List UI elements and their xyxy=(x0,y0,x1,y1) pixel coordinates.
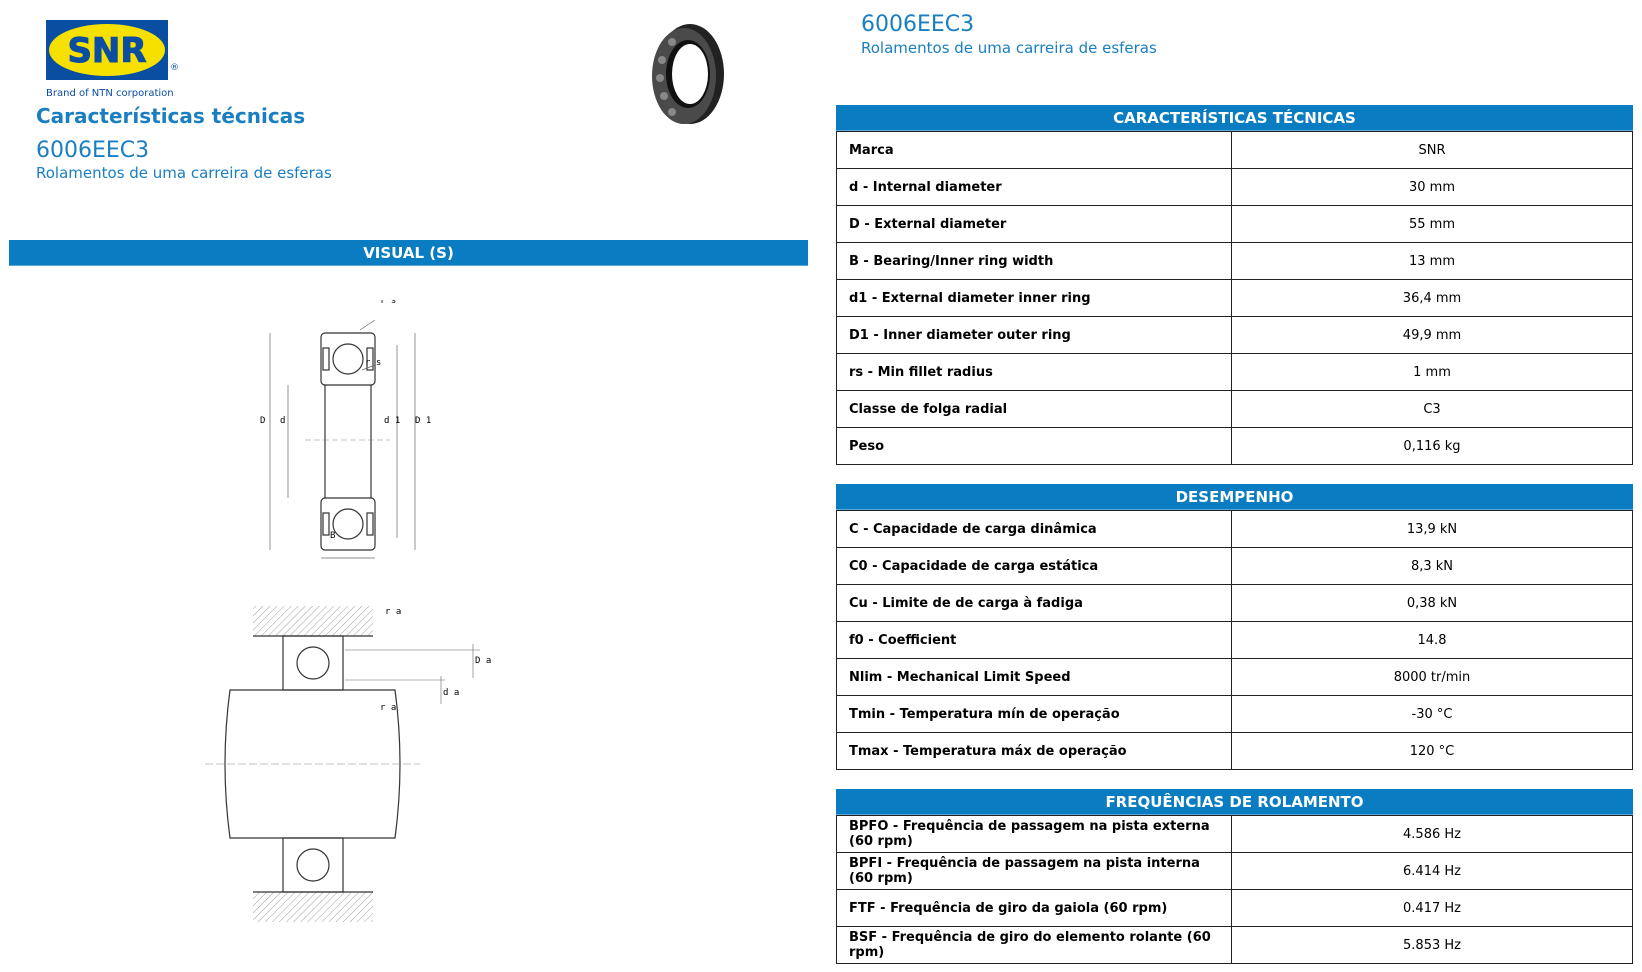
row-value: 6.414 Hz xyxy=(1232,853,1633,890)
product-code: 6006EEC3 xyxy=(36,138,150,163)
table-row xyxy=(837,354,1633,391)
table-row xyxy=(837,169,1633,206)
bearing-product-image xyxy=(640,20,732,128)
table-row xyxy=(837,548,1633,585)
table-row xyxy=(837,853,1633,890)
perf-section xyxy=(836,484,1633,770)
row-value: 1 mm xyxy=(1232,354,1633,391)
table-row xyxy=(837,317,1633,354)
row-label: f0 - Coefficient xyxy=(837,622,1232,659)
table-row xyxy=(837,659,1633,696)
table-row xyxy=(837,733,1633,770)
table-row xyxy=(837,280,1633,317)
row-label: BSF - Frequência de giro do elemento rolante (60 rpm) xyxy=(837,927,1232,964)
table-row xyxy=(837,622,1633,659)
table-row xyxy=(837,391,1633,428)
label-d: d xyxy=(280,416,286,426)
row-value: 55 mm xyxy=(1232,206,1633,243)
row-label: FTF - Frequência de giro da gaiola (60 rpm) xyxy=(837,890,1232,927)
table-row xyxy=(837,243,1633,280)
right-product-code: 6006EEC3 xyxy=(861,12,975,37)
row-value: 120 °C xyxy=(1232,733,1633,770)
label-rs-top: r s xyxy=(380,300,397,306)
logo-tagline: Brand of NTN corporation xyxy=(46,88,174,99)
row-label: d - Internal diameter xyxy=(837,169,1232,206)
freq-section xyxy=(836,789,1633,964)
row-value: 14.8 xyxy=(1232,622,1633,659)
page-title: Características técnicas xyxy=(36,104,306,128)
table-row xyxy=(837,206,1633,243)
row-value: 49,9 mm xyxy=(1232,317,1633,354)
visual-section-header: VISUAL (S) xyxy=(9,240,808,266)
perf-section-header: DESEMPENHO xyxy=(836,484,1633,510)
row-value: 8000 tr/min xyxy=(1232,659,1633,696)
row-label: Nlim - Mechanical Limit Speed xyxy=(837,659,1232,696)
label-ra-mid: r a xyxy=(380,703,397,713)
label-B: B xyxy=(330,531,336,541)
row-label: B - Bearing/Inner ring width xyxy=(837,243,1232,280)
tech-section-header: CARACTERÍSTICAS TÉCNICAS xyxy=(836,105,1633,131)
row-value: C3 xyxy=(1232,391,1633,428)
row-label: Tmin - Temperatura mín de operação xyxy=(837,696,1232,733)
tech-section xyxy=(836,105,1633,465)
row-value: 0.417 Hz xyxy=(1232,890,1633,927)
row-value: -30 °C xyxy=(1232,696,1633,733)
perf-table xyxy=(836,510,1633,770)
product-subtitle: Rolamentos de uma carreira de esferas xyxy=(36,164,332,182)
row-label: rs - Min fillet radius xyxy=(837,354,1232,391)
table-row xyxy=(837,428,1633,465)
row-value: 30 mm xyxy=(1232,169,1633,206)
row-value: 4.586 Hz xyxy=(1232,816,1633,853)
tech-table xyxy=(836,131,1633,465)
snr-logo-graphic xyxy=(46,20,191,104)
svg-text:®: ® xyxy=(170,63,179,73)
bearing-dimension-drawing xyxy=(260,300,460,580)
row-value: 36,4 mm xyxy=(1232,280,1633,317)
row-label: BPFI - Frequência de passagem na pista interna (60 rpm) xyxy=(837,853,1232,890)
row-value: 0,116 kg xyxy=(1232,428,1633,465)
label-ra-top: r a xyxy=(385,607,402,617)
label-rs-mid: r s xyxy=(365,358,382,368)
row-label: BPFO - Frequência de passagem na pista externa (60 rpm) xyxy=(837,816,1232,853)
right-product-subtitle: Rolamentos de uma carreira de esferas xyxy=(861,39,1157,57)
row-label: D - External diameter xyxy=(837,206,1232,243)
freq-table xyxy=(836,815,1633,964)
label-da: d a xyxy=(443,688,460,698)
row-label: C - Capacidade de carga dinâmica xyxy=(837,511,1232,548)
table-row xyxy=(837,816,1633,853)
label-D: D xyxy=(260,416,266,426)
table-row xyxy=(837,696,1633,733)
row-label: Marca xyxy=(837,132,1232,169)
table-row xyxy=(837,132,1633,169)
logo-brand-text: SNR xyxy=(67,31,147,71)
snr-logo xyxy=(46,20,191,104)
row-label: Peso xyxy=(837,428,1232,465)
row-label: D1 - Inner diameter outer ring xyxy=(837,317,1232,354)
row-label: C0 - Capacidade de carga estática xyxy=(837,548,1232,585)
label-D1: D 1 xyxy=(415,416,432,426)
row-label: Cu - Limite de de carga à fadiga xyxy=(837,585,1232,622)
table-row xyxy=(837,585,1633,622)
row-value: 8,3 kN xyxy=(1232,548,1633,585)
label-d1: d 1 xyxy=(384,416,401,426)
label-Da: D a xyxy=(475,656,492,666)
row-value: 13,9 kN xyxy=(1232,511,1633,548)
bearing-mounting-drawing xyxy=(205,600,525,930)
row-value: 0,38 kN xyxy=(1232,585,1633,622)
freq-section-header: FREQUÊNCIAS DE ROLAMENTO xyxy=(836,789,1633,815)
row-label: d1 - External diameter inner ring xyxy=(837,280,1232,317)
row-value: SNR xyxy=(1232,132,1633,169)
table-row xyxy=(837,927,1633,964)
row-label: Classe de folga radial xyxy=(837,391,1232,428)
table-row xyxy=(837,890,1633,927)
table-row xyxy=(837,511,1633,548)
row-value: 13 mm xyxy=(1232,243,1633,280)
row-label: Tmax - Temperatura máx de operação xyxy=(837,733,1232,770)
row-value: 5.853 Hz xyxy=(1232,927,1633,964)
